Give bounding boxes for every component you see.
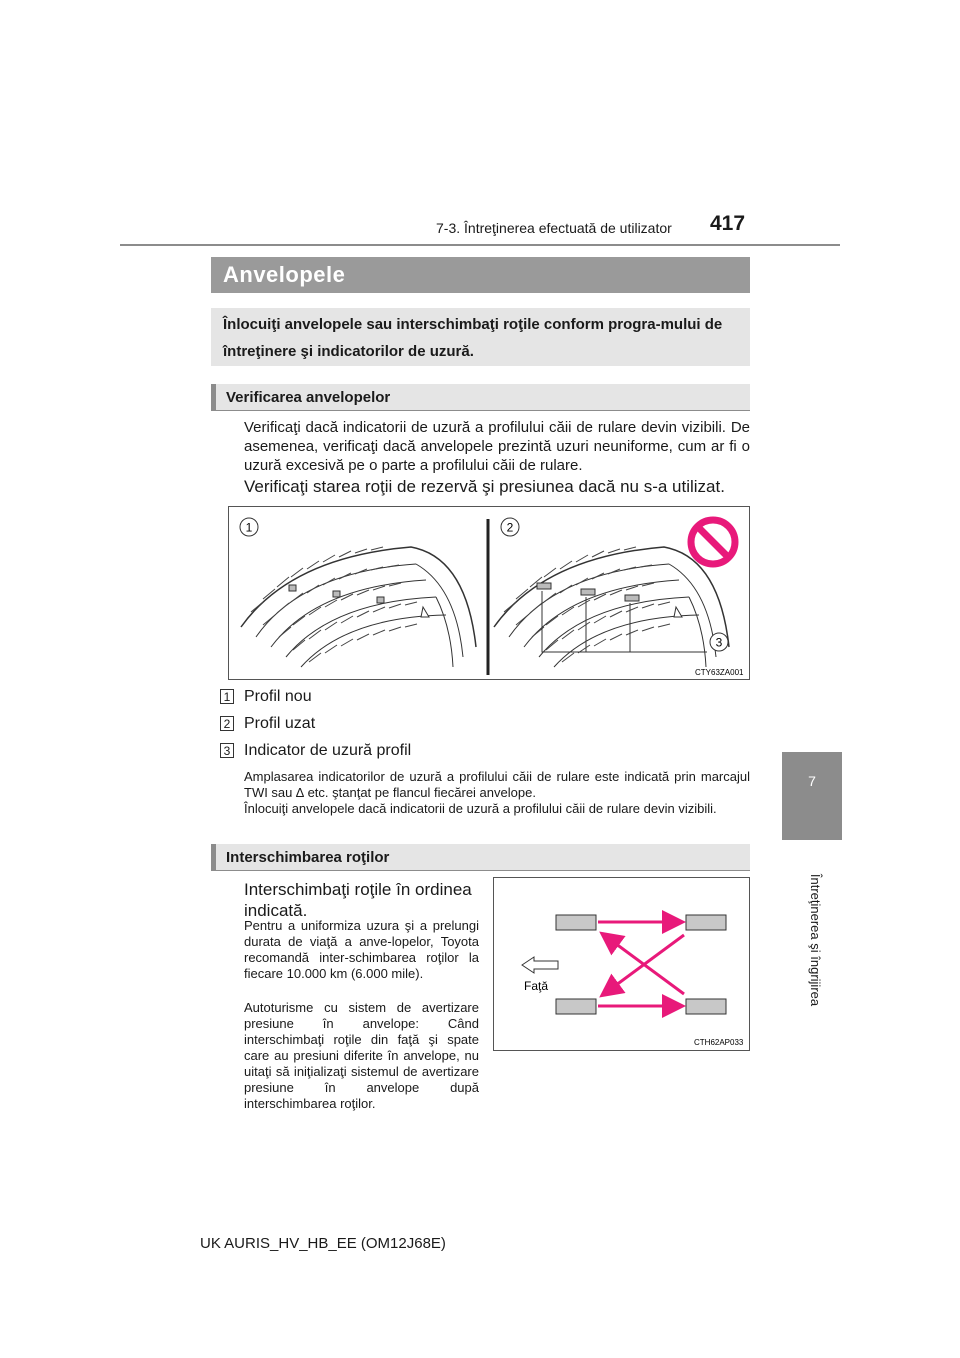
page-number: 417 — [710, 212, 746, 235]
legend-text-3: Indicator de uzură profil — [244, 742, 412, 759]
front-arrow-icon — [522, 957, 558, 973]
figure-code-rotation: CTH62AP033 — [694, 1038, 744, 1047]
header-rule — [120, 244, 840, 246]
footer-model-code: UK AURIS_HV_HB_EE (OM12J68E) — [200, 1235, 446, 1252]
legend-text-2: Profil uzat — [244, 715, 316, 732]
running-header-section: 7-3. Întreţinerea efectuată de utilizator — [436, 220, 672, 236]
rotation-diagram — [494, 878, 749, 1050]
replace-note: Înlocuiţi anvelopele dacă indicatorii de uzură a profilului căii de rulare devin vizibili. — [244, 801, 717, 816]
wheel-front-left — [556, 915, 596, 930]
figure-code: CTY63ZA001 — [695, 668, 744, 677]
rotation-paragraph: Interschimbaţi roţile în ordinea indicată. — [244, 880, 472, 920]
wheel-rear-left — [556, 999, 596, 1014]
prohibited-icon — [691, 520, 735, 564]
new-tread-tire — [241, 547, 476, 667]
wheel-rear-right — [686, 999, 726, 1014]
rotation-note-1: Pentru a uniformiza uzura şi a prelungi durata de viaţă a anve-lopelor, Toyota recomandă inter-schimbarea roţilor la fiecare 10.000 km (6.000 mile). — [244, 918, 479, 981]
legend-text-1: Profil nou — [244, 688, 312, 705]
section-heading-rotation: Interschimbarea roţilor — [211, 844, 750, 871]
legend-num-2: 2 — [220, 716, 234, 731]
legend-num-3: 3 — [220, 743, 234, 758]
spare-paragraph: Verificaţi starea roţii de rezervă şi presiunea dacă nu s-a utilizat. — [244, 477, 725, 496]
intro-box: Înlocuiţi anvelopele sau interschimbaţi roţile conform progra-mului de întreţinere şi indicatorilor de uzură. — [211, 308, 750, 366]
chapter-tab: 7 — [782, 752, 842, 840]
section-heading-check: Verificarea anvelopelor — [211, 384, 750, 411]
front-label: Faţă — [524, 979, 549, 993]
tread-illustration — [229, 507, 749, 679]
callout-2: 2 — [506, 520, 514, 535]
chapter-label: Întreţinerea şi îngrijirea — [808, 873, 823, 1007]
check-paragraph: Verificaţi dacă indicatorii de uzură a profilului căii de rulare devin vizibili. De asemenea, verificaţi dacă anvelopele prezintă uzuri neuniforme, cum ar fi o uzură excesivă pe o parte a profilului căii de rulare. — [244, 419, 750, 474]
wear-indicator-note: Amplasarea indicatorilor de uzură a profilului căii de rulare este indicată prin marcajul TWI sau ∆ etc. ştanţat pe flancul fiecărei anvelope. — [244, 769, 750, 800]
tread-figure — [228, 506, 750, 680]
page-title: Anvelopele — [211, 257, 750, 293]
rotation-note-2: Autoturisme cu sistem de avertizare presiune în anvelope: Când interschimbaţi roţile din faţă şi spate care au presiuni diferite în anvelope, nu uitaţi să iniţializaţi sistemul de avertizare presiune în anvelope după interschimbarea roţilor. — [244, 1000, 479, 1111]
rotation-figure — [493, 877, 750, 1051]
callout-3: 3 — [715, 635, 723, 650]
legend-num-1: 1 — [220, 689, 234, 704]
callout-1: 1 — [245, 520, 253, 535]
wheel-front-right — [686, 915, 726, 930]
worn-tread-tire — [494, 547, 729, 667]
